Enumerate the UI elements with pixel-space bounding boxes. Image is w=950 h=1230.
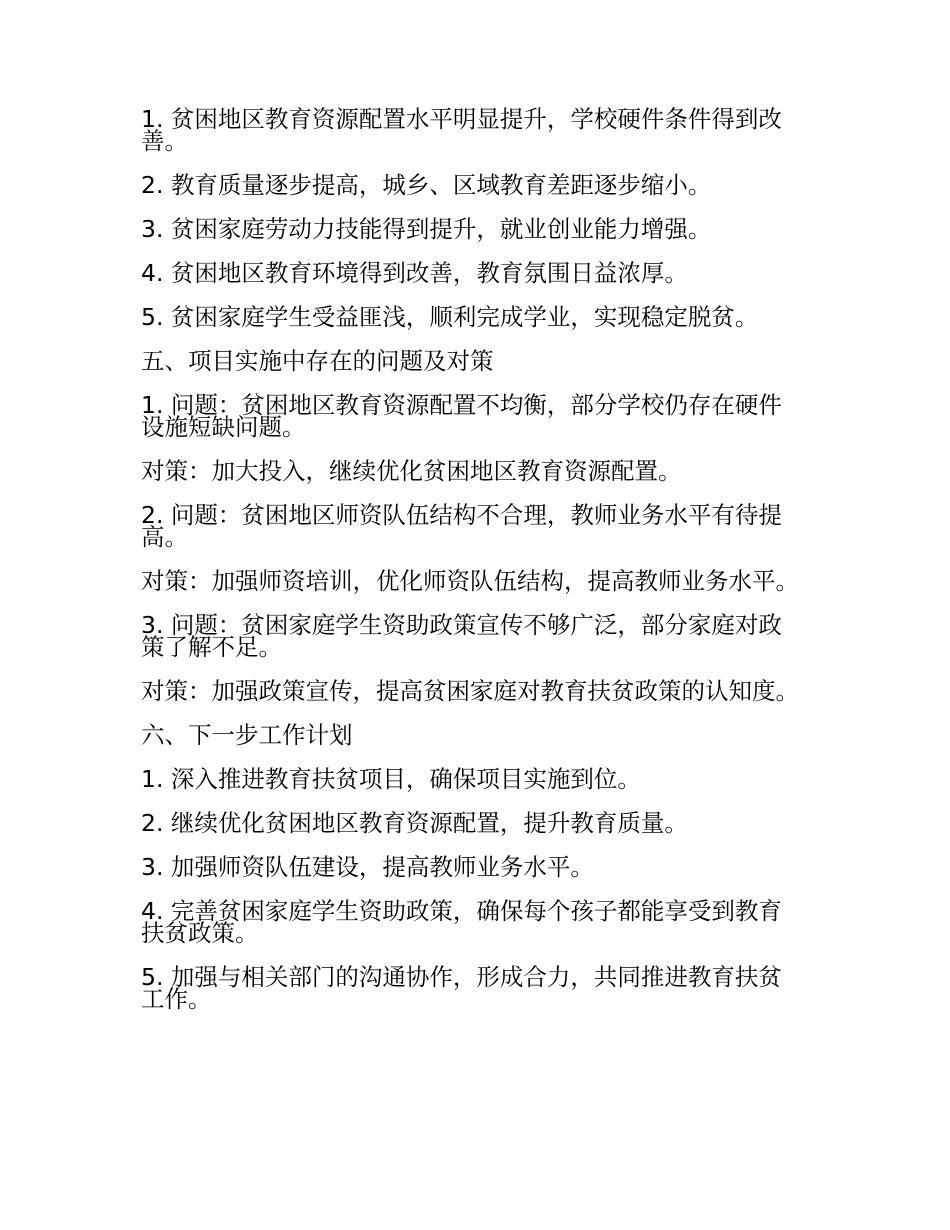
result-item: 3. 贫困家庭劳动力技能得到提升，就业创业能力增强。 xyxy=(141,215,712,243)
countermeasure-item: 对策：加大投入，继续优化贫困地区教育资源配置。 xyxy=(141,457,682,485)
countermeasure-item: 对策：加强师资培训，优化师资队伍结构，提高教师业务水平。 xyxy=(141,567,799,595)
result-item: 1. 贫困地区教育资源配置水平明显提升，学校硬件条件得到改善。 xyxy=(141,105,782,155)
plan-item: 4. 完善贫困家庭学生资助政策，确保每个孩子都能享受到教育扶贫政策。 xyxy=(141,897,782,947)
plan-item: 5. 加强与相关部门的沟通协作，形成合力，共同推进教育扶贫工作。 xyxy=(141,963,782,1013)
plan-item: 3. 加强师资队伍建设，提高教师业务水平。 xyxy=(141,853,594,881)
plan-item: 1. 深入推进教育扶贫项目，确保项目实施到位。 xyxy=(141,765,641,793)
section-heading: 五、项目实施中存在的问题及对策 xyxy=(141,347,494,375)
countermeasure-item: 对策：加强政策宣传，提高贫困家庭对教育扶贫政策的认知度。 xyxy=(141,677,799,705)
problem-item: 3. 问题：贫困家庭学生资助政策宣传不够广泛，部分家庭对政策了解不足。 xyxy=(141,611,782,661)
result-item: 2. 教育质量逐步提高，城乡、区域教育差距逐步缩小。 xyxy=(141,171,712,199)
problem-item: 2. 问题：贫困地区师资队伍结构不合理，教师业务水平有待提高。 xyxy=(141,501,782,551)
plan-item: 2. 继续优化贫困地区教育资源配置，提升教育质量。 xyxy=(141,809,688,837)
result-item: 5. 贫困家庭学生受益匪浅，顺利完成学业，实现稳定脱贫。 xyxy=(141,303,759,331)
section-heading: 六、下一步工作计划 xyxy=(141,721,353,749)
document-body xyxy=(141,105,801,1032)
result-item: 4. 贫困地区教育环境得到改善，教育氛围日益浓厚。 xyxy=(141,259,688,287)
problem-item: 1. 问题：贫困地区教育资源配置不均衡，部分学校仍存在硬件设施短缺问题。 xyxy=(141,391,782,441)
